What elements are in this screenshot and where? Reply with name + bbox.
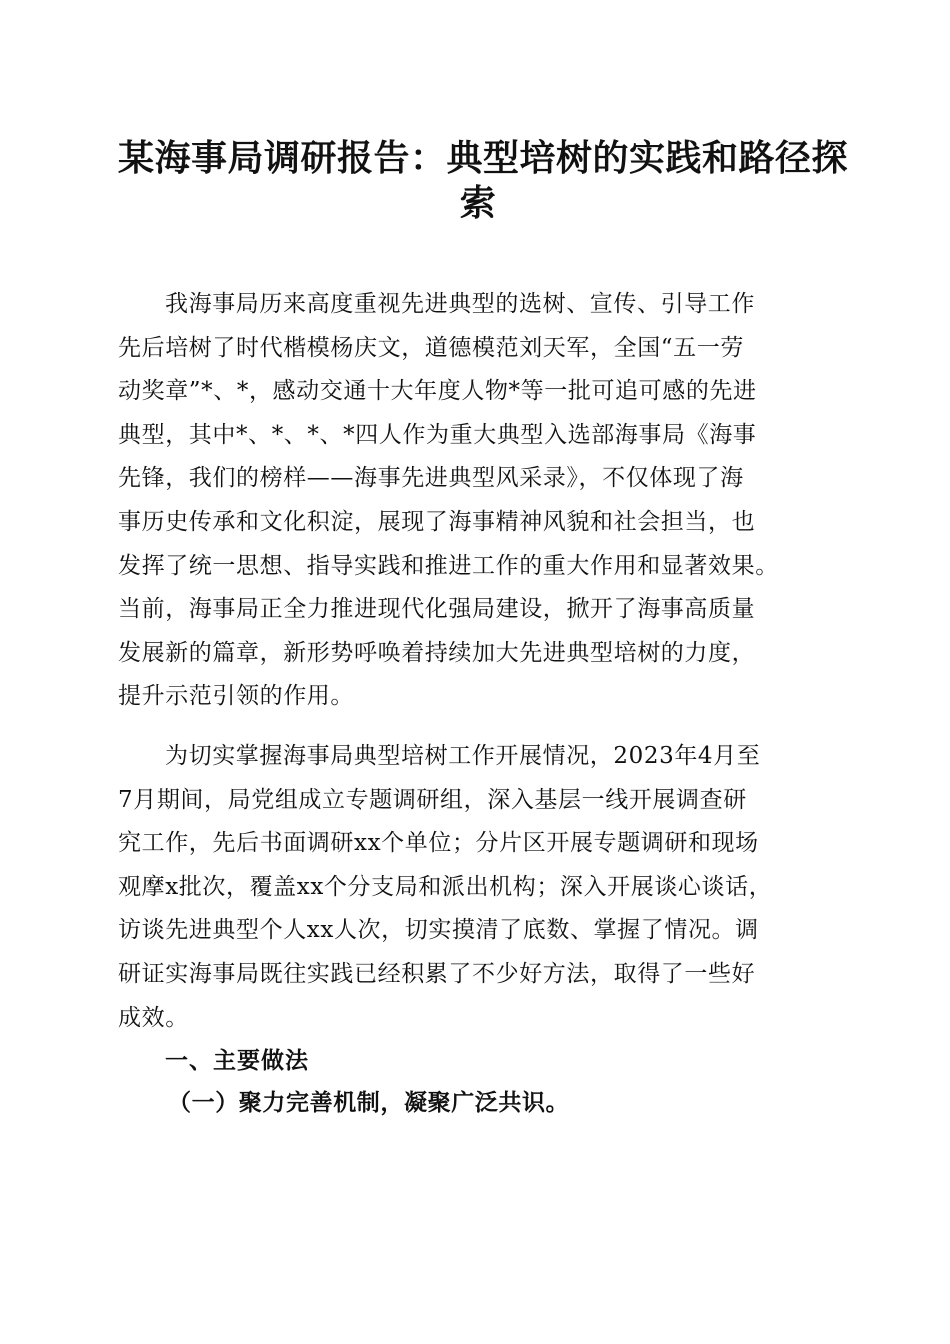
- paragraph-line: 先后培树了时代楷模杨庆文，道德模范刘天军，全国“五一劳: [118, 334, 744, 361]
- paragraph-line: 观摩x批次，覆盖xx个分支局和派出机构；深入开展谈心谈话，: [118, 873, 773, 900]
- paragraph-line: 动奖章”*、*，感动交通十大年度人物*等一批可追可感的先进: [118, 378, 757, 405]
- paragraph-line: 发展新的篇章，新形势呼唤着持续加大先进典型培树的力度，: [118, 639, 756, 666]
- paragraph-line: 7月期间，局党组成立专题调研组，深入基层一线开展调查研: [118, 786, 747, 813]
- paragraph-survey: [118, 735, 838, 1040]
- paragraph-line: 成效。: [118, 1004, 189, 1031]
- document-title: [118, 136, 849, 226]
- paragraph-line: 我海事局历来高度重视先进典型的选树、宣传、引导工作: [165, 291, 755, 317]
- paragraph-line: 当前，海事局正全力推进现代化强局建设，掀开了海事高质量: [118, 596, 756, 623]
- paragraph-line: 为切实掌握海事局典型培树工作开展情况，2023年4月至: [165, 743, 761, 769]
- paragraph-line: 事历史传承和文化积淀，展现了海事精神风貌和社会担当，也: [118, 508, 756, 535]
- paragraph-line: 先锋，我们的榜样——海事先进典型风采录》，不仅体现了海: [118, 465, 744, 492]
- paragraph-line: 发挥了统一思想、指导实践和推进工作的重大作用和显著效果。: [118, 552, 779, 579]
- subsection-heading-mechanism: （一）聚力完善机制，凝聚广泛共识。: [168, 1089, 570, 1116]
- paragraph-line: 典型，其中*、*、*、*四人作为重大典型入选部海事局《海事: [118, 421, 757, 448]
- title-line: 某海事局调研报告：典型培树的实践和路径探: [118, 137, 849, 179]
- paragraph-line: 访谈先进典型个人xx人次，切实摸清了底数、掌握了情况。调: [118, 917, 759, 944]
- section-heading-main-practices: 一、主要做法: [165, 1048, 309, 1074]
- title-line: 索: [459, 182, 497, 224]
- paragraph-line: 究工作，先后书面调研xx个单位；分片区开展专题调研和现场: [118, 830, 759, 857]
- paragraph-line: 提升示范引领的作用。: [118, 683, 354, 710]
- paragraph-line: 研证实海事局既往实践已经积累了不少好方法，取得了一些好: [118, 960, 756, 987]
- paragraph-intro: [118, 283, 838, 719]
